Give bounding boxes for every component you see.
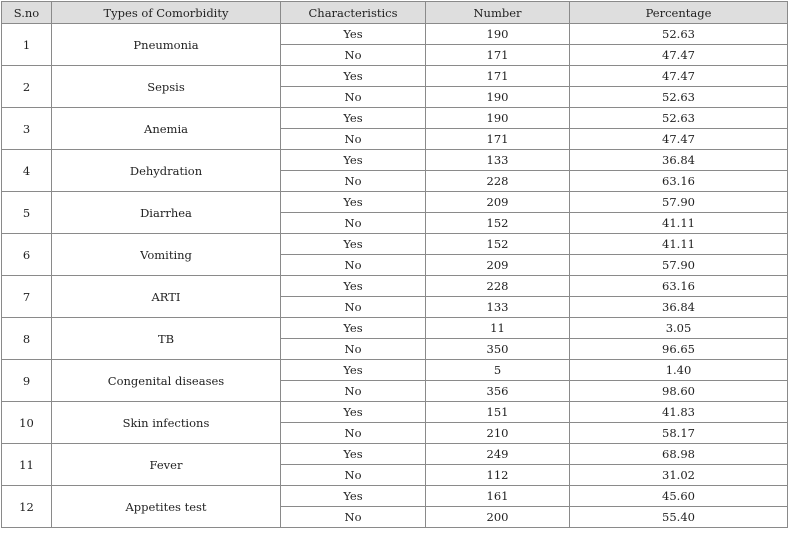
cell-percentage: 47.47	[570, 45, 788, 66]
cell-number: 209	[426, 255, 570, 276]
cell-sno: 4	[2, 150, 52, 192]
cell-number: 190	[426, 87, 570, 108]
table-header-row	[2, 2, 788, 24]
cell-sno: 12	[2, 486, 52, 528]
cell-number: 133	[426, 297, 570, 318]
cell-characteristic: No	[281, 507, 426, 528]
cell-characteristic: Yes	[281, 486, 426, 507]
table-row	[2, 318, 788, 339]
cell-number: 171	[426, 129, 570, 150]
cell-percentage: 36.84	[570, 150, 788, 171]
table-row	[2, 276, 788, 297]
table-row	[2, 150, 788, 171]
cell-comorbidity-type: Congenital diseases	[52, 360, 281, 402]
cell-characteristic: Yes	[281, 108, 426, 129]
cell-characteristic: No	[281, 171, 426, 192]
cell-number: 112	[426, 465, 570, 486]
cell-comorbidity-type: ARTI	[52, 276, 281, 318]
cell-percentage: 3.05	[570, 318, 788, 339]
table-row	[2, 402, 788, 423]
cell-number: 151	[426, 402, 570, 423]
cell-percentage: 63.16	[570, 276, 788, 297]
cell-comorbidity-type: Anemia	[52, 108, 281, 150]
cell-number: 11	[426, 318, 570, 339]
header-percentage: Percentage	[570, 2, 788, 24]
table-row	[2, 192, 788, 213]
cell-characteristic: Yes	[281, 192, 426, 213]
cell-percentage: 47.47	[570, 129, 788, 150]
cell-sno: 8	[2, 318, 52, 360]
table-body	[2, 24, 788, 528]
cell-percentage: 55.40	[570, 507, 788, 528]
cell-number: 190	[426, 108, 570, 129]
cell-characteristic: No	[281, 423, 426, 444]
cell-sno: 10	[2, 402, 52, 444]
cell-percentage: 96.65	[570, 339, 788, 360]
cell-characteristic: No	[281, 129, 426, 150]
cell-percentage: 63.16	[570, 171, 788, 192]
cell-number: 152	[426, 213, 570, 234]
cell-characteristic: No	[281, 45, 426, 66]
cell-percentage: 41.11	[570, 213, 788, 234]
table-row	[2, 108, 788, 129]
table-row	[2, 234, 788, 255]
cell-number: 171	[426, 66, 570, 87]
cell-number: 209	[426, 192, 570, 213]
cell-characteristic: Yes	[281, 150, 426, 171]
cell-number: 171	[426, 45, 570, 66]
cell-characteristic: Yes	[281, 360, 426, 381]
cell-sno: 9	[2, 360, 52, 402]
table-row	[2, 360, 788, 381]
cell-sno: 2	[2, 66, 52, 108]
cell-comorbidity-type: Vomiting	[52, 234, 281, 276]
cell-percentage: 36.84	[570, 297, 788, 318]
cell-characteristic: Yes	[281, 66, 426, 87]
cell-sno: 5	[2, 192, 52, 234]
cell-characteristic: No	[281, 213, 426, 234]
cell-comorbidity-type: Fever	[52, 444, 281, 486]
cell-number: 161	[426, 486, 570, 507]
cell-percentage: 1.40	[570, 360, 788, 381]
cell-characteristic: Yes	[281, 24, 426, 45]
cell-percentage: 31.02	[570, 465, 788, 486]
cell-percentage: 41.11	[570, 234, 788, 255]
table-row	[2, 24, 788, 45]
cell-characteristic: Yes	[281, 444, 426, 465]
cell-comorbidity-type: Sepsis	[52, 66, 281, 108]
cell-characteristic: No	[281, 465, 426, 486]
cell-characteristic: Yes	[281, 276, 426, 297]
cell-number: 356	[426, 381, 570, 402]
cell-number: 190	[426, 24, 570, 45]
table-row	[2, 66, 788, 87]
header-number: Number	[426, 2, 570, 24]
cell-characteristic: Yes	[281, 402, 426, 423]
cell-characteristic: No	[281, 297, 426, 318]
cell-comorbidity-type: Diarrhea	[52, 192, 281, 234]
cell-percentage: 68.98	[570, 444, 788, 465]
cell-sno: 11	[2, 444, 52, 486]
cell-sno: 7	[2, 276, 52, 318]
cell-percentage: 58.17	[570, 423, 788, 444]
cell-number: 210	[426, 423, 570, 444]
header-characteristics: Characteristics	[281, 2, 426, 24]
cell-percentage: 47.47	[570, 66, 788, 87]
cell-percentage: 57.90	[570, 255, 788, 276]
cell-characteristic: Yes	[281, 318, 426, 339]
cell-comorbidity-type: Appetites test	[52, 486, 281, 528]
table-row	[2, 486, 788, 507]
header-sno: S.no	[2, 2, 52, 24]
cell-percentage: 57.90	[570, 192, 788, 213]
cell-sno: 6	[2, 234, 52, 276]
comorbidity-table	[1, 1, 788, 528]
cell-percentage: 52.63	[570, 87, 788, 108]
cell-comorbidity-type: Skin infections	[52, 402, 281, 444]
cell-percentage: 52.63	[570, 24, 788, 45]
cell-number: 200	[426, 507, 570, 528]
cell-number: 5	[426, 360, 570, 381]
cell-characteristic: No	[281, 87, 426, 108]
cell-sno: 1	[2, 24, 52, 66]
cell-characteristic: Yes	[281, 234, 426, 255]
cell-comorbidity-type: TB	[52, 318, 281, 360]
cell-characteristic: No	[281, 381, 426, 402]
cell-number: 133	[426, 150, 570, 171]
cell-characteristic: No	[281, 255, 426, 276]
cell-comorbidity-type: Pneumonia	[52, 24, 281, 66]
cell-percentage: 45.60	[570, 486, 788, 507]
cell-number: 152	[426, 234, 570, 255]
cell-percentage: 98.60	[570, 381, 788, 402]
cell-number: 228	[426, 171, 570, 192]
table-row	[2, 444, 788, 465]
cell-percentage: 52.63	[570, 108, 788, 129]
cell-number: 249	[426, 444, 570, 465]
cell-characteristic: No	[281, 339, 426, 360]
cell-number: 350	[426, 339, 570, 360]
cell-number: 228	[426, 276, 570, 297]
header-type: Types of Comorbidity	[52, 2, 281, 24]
cell-percentage: 41.83	[570, 402, 788, 423]
cell-comorbidity-type: Dehydration	[52, 150, 281, 192]
cell-sno: 3	[2, 108, 52, 150]
